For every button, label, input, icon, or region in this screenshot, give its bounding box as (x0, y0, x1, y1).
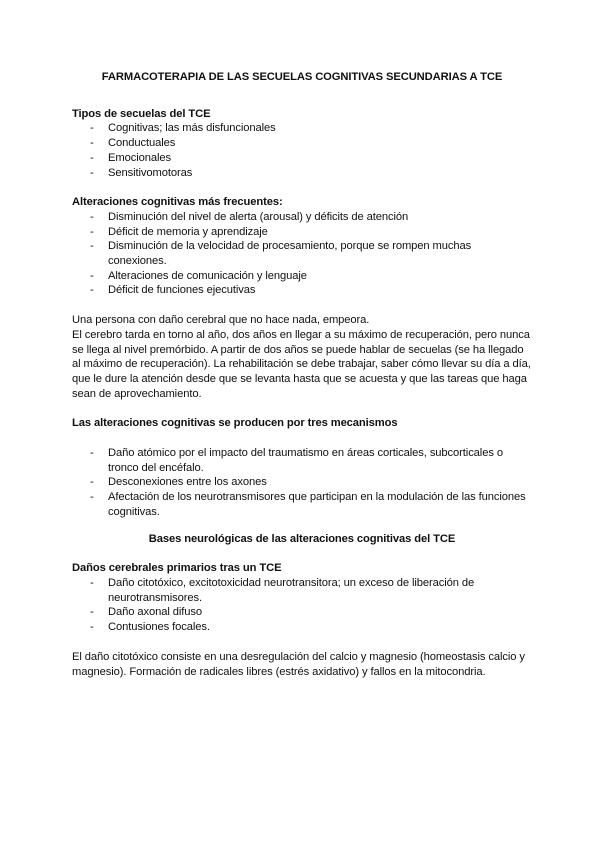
dash-bullet: - (90, 151, 94, 164)
list-item-text: Conductuales (108, 137, 176, 150)
list-item-text: Emocionales (108, 151, 171, 164)
list-item-text: Daño axonal difuso (108, 606, 202, 619)
paragraph-recuperacion: El cerebro tarda en torno al año, dos años en llegar a su máximo de recuperación, pero nunca se llega al nivel premórbido. A partir de dos años se puede hablar de secuelas (se ha llegado al máximo de recuperación). La rehabilitación se debe trabajar, saber cómo llevar su día a día, que le dure la atención desde que se levanta hasta que se acuesta y que las tareas que haga sean de aprovechamiento. (72, 328, 531, 400)
list-item (72, 166, 532, 181)
list-item (72, 490, 532, 519)
dash-bullet: - (90, 284, 94, 297)
list-item-text: Disminución del nivel de alerta (arousal) y déficits de atención (108, 210, 409, 223)
list-item (72, 210, 532, 225)
list-item (72, 269, 532, 284)
dash-bullet: - (90, 447, 94, 460)
dash-bullet: - (90, 606, 94, 619)
list-item-text: Déficit de memoria y aprendizaje (108, 225, 268, 238)
list-item (72, 605, 532, 620)
dash-bullet: - (90, 621, 94, 634)
list-item-text: Alteraciones de comunicación y lenguaje (108, 269, 307, 282)
dash-bullet: - (90, 166, 94, 179)
list-item-text: Daño atómico por el impacto del traumatismo en áreas corticales, subcorticales o tronco del encéfalo. (108, 447, 503, 474)
list-item (72, 136, 532, 151)
list-item (72, 620, 532, 635)
dash-bullet: - (90, 122, 94, 135)
list-danos-primarios (72, 576, 532, 635)
paragraph-citotoxico: El daño citotóxico consiste en una desregulación del calcio y magnesio (homeostasis calcio y magnesio). Formación de radicales libres (estrés axidativo) y fallos en la mitocondria. (72, 650, 525, 678)
list-alteraciones-cognitivas (72, 210, 532, 298)
dash-bullet: - (90, 576, 94, 589)
dash-bullet: - (90, 137, 94, 150)
list-item-text: Desconexiones entre los axones (108, 476, 267, 489)
document-body (72, 70, 532, 679)
section-subtitle-bases: Bases neurológicas de las alteraciones cognitivas del TCE (148, 532, 456, 545)
section-heading-mecanismos: Las alteraciones cognitivas se producen por tres mecanismos (72, 417, 398, 430)
list-item (72, 576, 532, 605)
list-item (72, 475, 532, 490)
dash-bullet: - (90, 225, 94, 238)
list-mecanismos (72, 446, 532, 520)
dash-bullet: - (90, 269, 94, 282)
list-item-text: Sensitivomotoras (108, 166, 193, 179)
list-item-text: Déficit de funciones ejecutivas (108, 284, 256, 297)
section-heading-alteraciones: Alteraciones cognitivas más frecuentes: (72, 196, 283, 209)
section-heading-tipos: Tipos de secuelas del TCE (72, 107, 211, 120)
list-item-text: Afectación de los neurotransmisores que participan en la modulación de las funciones cognitivas. (108, 491, 526, 518)
list-tipos-secuelas (72, 121, 532, 180)
list-item (72, 446, 532, 475)
list-item (72, 151, 532, 166)
list-item-text: Cognitivas; las más disfuncionales (108, 122, 276, 135)
list-item (72, 121, 532, 136)
list-item (72, 225, 532, 240)
list-item (72, 239, 532, 268)
dash-bullet: - (90, 240, 94, 253)
list-item-text: Contusiones focales. (108, 621, 210, 634)
paragraph-empeora: Una persona con daño cerebral que no hace nada, empeora. (72, 314, 370, 327)
section-heading-danos: Daños cerebrales primarios tras un TCE (72, 562, 282, 575)
document-title: FARMACOTERAPIA DE LAS SECUELAS COGNITIVAS SECUNDARIAS A TCE (101, 71, 503, 83)
list-item-text: Disminución de la velocidad de procesamiento, porque se rompen muchas conexiones. (108, 240, 472, 268)
dash-bullet: - (90, 491, 94, 504)
list-item (72, 283, 532, 298)
dash-bullet: - (90, 210, 94, 223)
dash-bullet: - (90, 476, 94, 489)
list-item-text: Daño citotóxico, excitotoxicidad neurotransitora; un exceso de liberación de neurotransmisores. (108, 576, 475, 604)
